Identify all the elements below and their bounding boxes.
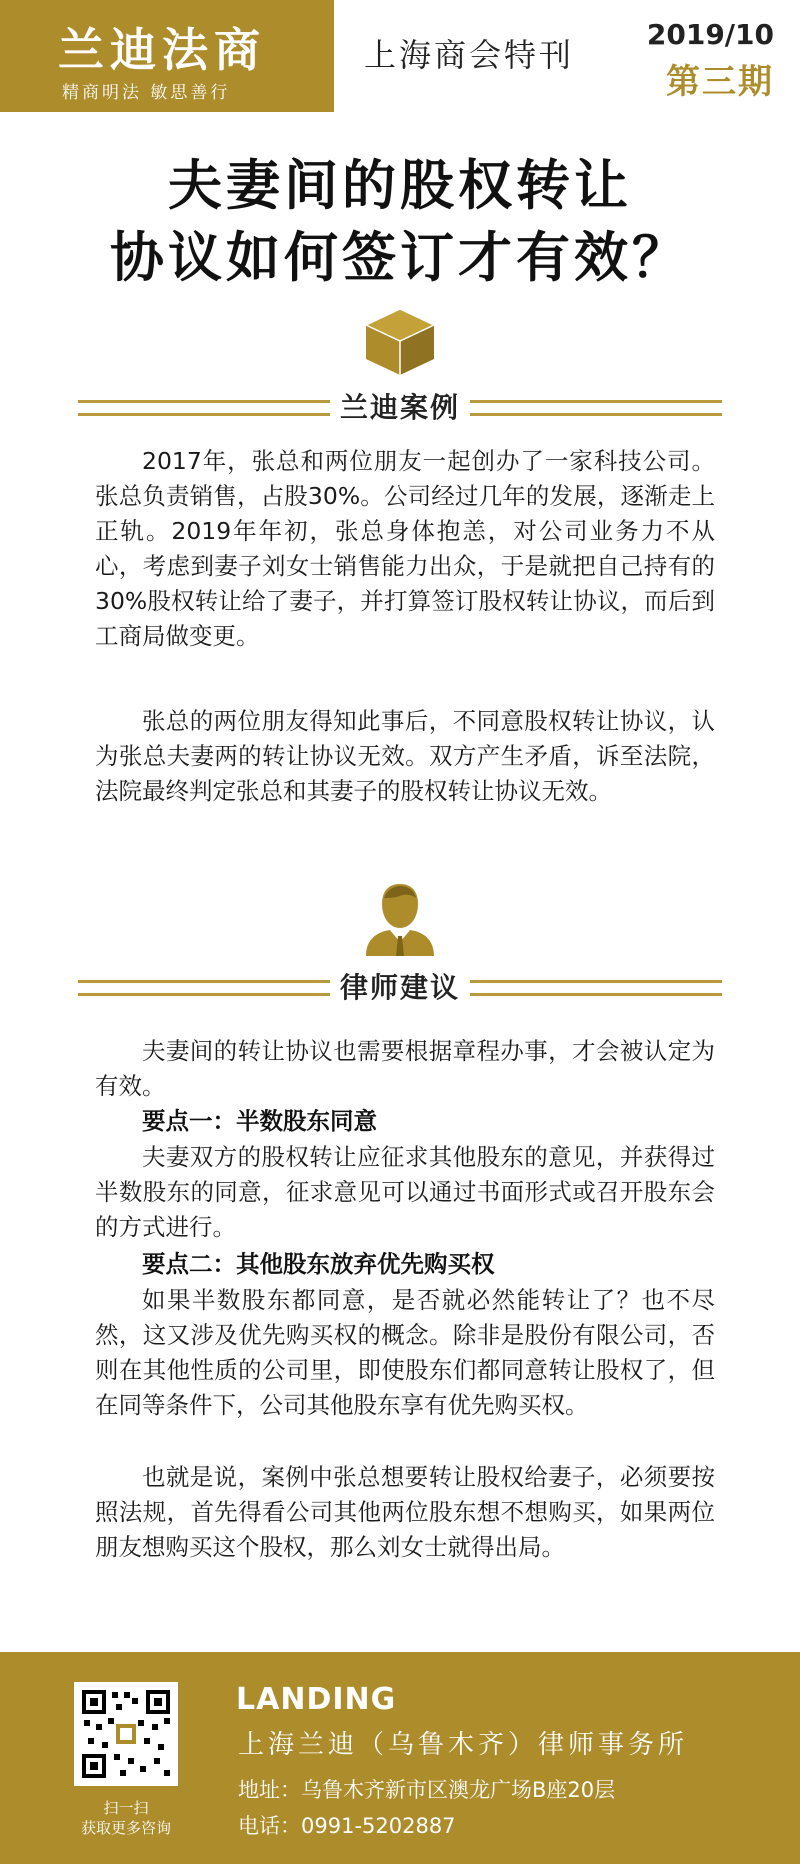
qr-caption xyxy=(56,1798,196,1838)
point-1-title: 要点一：半数股东同意 xyxy=(142,1107,377,1135)
article-title-line-1: 夫妻间的股权转让 xyxy=(168,154,632,217)
firm-name: 上海兰迪（乌鲁木齐）律师事务所 xyxy=(238,1730,689,1760)
lawyer-icon xyxy=(360,880,440,960)
footer xyxy=(0,1652,800,1864)
divider-right xyxy=(470,980,722,996)
case-paragraph-2: 张总的两位朋友得知此事后，不同意股权转让协议，认为张总夫妻两的转让协议无效。双方产生矛盾，诉至法院，法院最终判定张总和其妻子的股权转让协议无效。 xyxy=(95,707,715,805)
box-icon xyxy=(360,305,440,381)
issue-number: 第三期 xyxy=(666,62,774,102)
divider-left xyxy=(78,980,330,996)
advice-conclusion: 也就是说，案例中张总想要转让股权给妻子，必须要按照法规，首先得看公司其他两位股东想不想购买，如果两位朋友想购买这个股权，那么刘女士就得出局。 xyxy=(95,1463,715,1561)
qr-caption-line-2: 获取更多咨询 xyxy=(80,1819,171,1837)
advice-intro: 夫妻间的转让协议也需要根据章程办事，才会被认定为有效。 xyxy=(95,1037,715,1100)
firm-address: 地址：乌鲁木齐新市区澳龙广场B座20层 xyxy=(238,1778,616,1802)
point-2-title: 要点二：其他股东放弃优先购买权 xyxy=(142,1250,495,1278)
qr-caption-line-1: 扫一扫 xyxy=(103,1799,149,1817)
advice-section-label: 律师建议 xyxy=(339,971,460,1004)
publication-title: 上海商会特刊 xyxy=(364,36,575,74)
brand-name: 兰迪法商 xyxy=(58,23,266,77)
divider-right xyxy=(470,400,722,416)
firm-phone: 电话：0991-5202887 xyxy=(238,1814,456,1838)
point-2-text: 如果半数股东都同意，是否就必然能转让了？也不尽然，这又涉及优先购买权的概念。除非是股份有限公司，否则在其他性质的公司里，即使股东们都同意转让股权了，但在同等条件下，公司其他股东享有优先购买权。 xyxy=(95,1286,715,1419)
case-section-header xyxy=(0,386,800,426)
article-title-line-2: 协议如何签订才有效？ xyxy=(110,226,690,289)
point-1-text: 夫妻双方的股权转让应征求其他股东的意见，并获得过半数股东的同意，征求意见可以通过书面形式或召开股东会的方式进行。 xyxy=(95,1143,715,1241)
case-paragraph-1: 2017年，张总和两位朋友一起创办了一家科技公司。张总负责销售，占股30%。公司经过几年的发展，逐渐走上正轨。2019年年初，张总身体抱恙，对公司业务力不从心，考虑到妻子刘女士销售能力出众，于是就把自己持有的30%股权转让给了妻子，并打算签订股权转让协议，而后到工商局做变更。 xyxy=(95,447,715,650)
divider-left xyxy=(78,400,330,416)
case-section-label: 兰迪案例 xyxy=(339,391,460,424)
header xyxy=(0,0,800,112)
landing-logo: LANDING xyxy=(236,1682,397,1717)
issue-date: 2019/10 xyxy=(646,18,774,51)
qr-code[interactable] xyxy=(74,1682,178,1786)
article-title xyxy=(0,150,800,294)
brand-box xyxy=(0,0,334,112)
qr-code-icon xyxy=(80,1688,172,1780)
advice-section-header xyxy=(0,966,800,1006)
brand-slogan: 精商明法 敏思善行 xyxy=(62,83,231,103)
